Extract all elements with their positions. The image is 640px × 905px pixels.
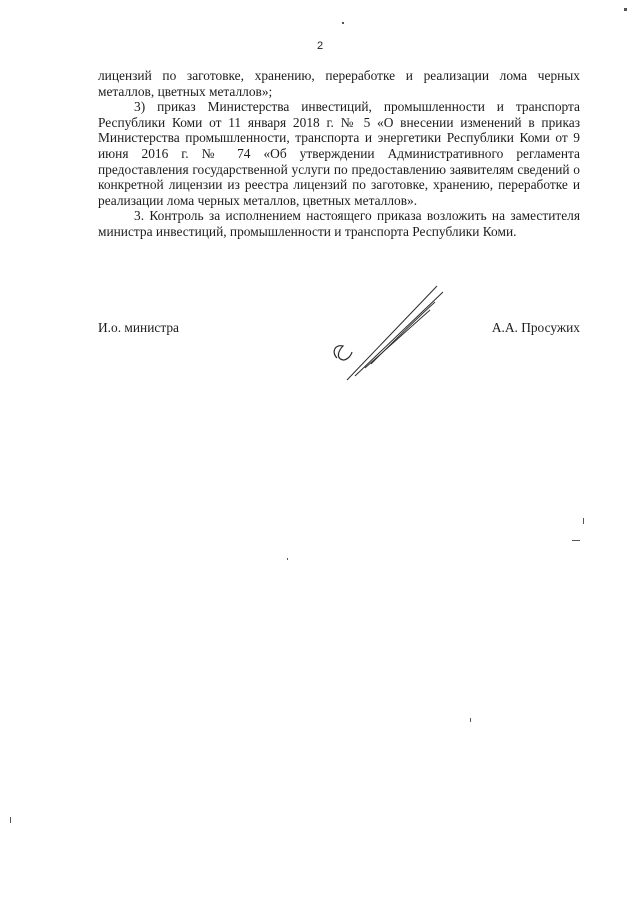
body-text [98, 68, 580, 240]
scan-speck [583, 518, 584, 524]
signatory-name: А.А. Просужих [491, 320, 580, 335]
scan-speck [572, 540, 580, 541]
scan-speck [342, 22, 344, 24]
paragraph-continuation: лицензий по заготовке, хранению, переработке и реализации лома черных металлов, цветных металлов»; [98, 68, 580, 99]
paragraph-item-3: 3) приказ Министерства инвестиций, промышленности и транспорта Республики Коми от 11 января 2018 г. № 5 «О внесении изменений в приказ Министерства промышленности, транспорта и энергетики Республики Коми от 9 июня 2016 г. № 74 «Об утверждении Административного регламента предоставления государственной услуги по предоставлению заявителям сведений о конкретной лицензии из реестра лицензий по заготовке, хранению, переработке и реализации лома черных металлов, цветных металлов». [98, 99, 580, 208]
signatory-position: И.о. министра [98, 320, 179, 335]
paragraph-control: 3. Контроль за исполнением настоящего приказа возложить на заместителя министра инвестиций, промышленности и транспорта Республики Коми. [98, 208, 580, 239]
page-number: 2 [316, 40, 324, 52]
scan-speck [10, 817, 11, 823]
scan-speck [287, 558, 288, 560]
scan-speck [624, 8, 627, 11]
scan-speck [470, 718, 471, 722]
handwritten-signature [325, 280, 450, 385]
